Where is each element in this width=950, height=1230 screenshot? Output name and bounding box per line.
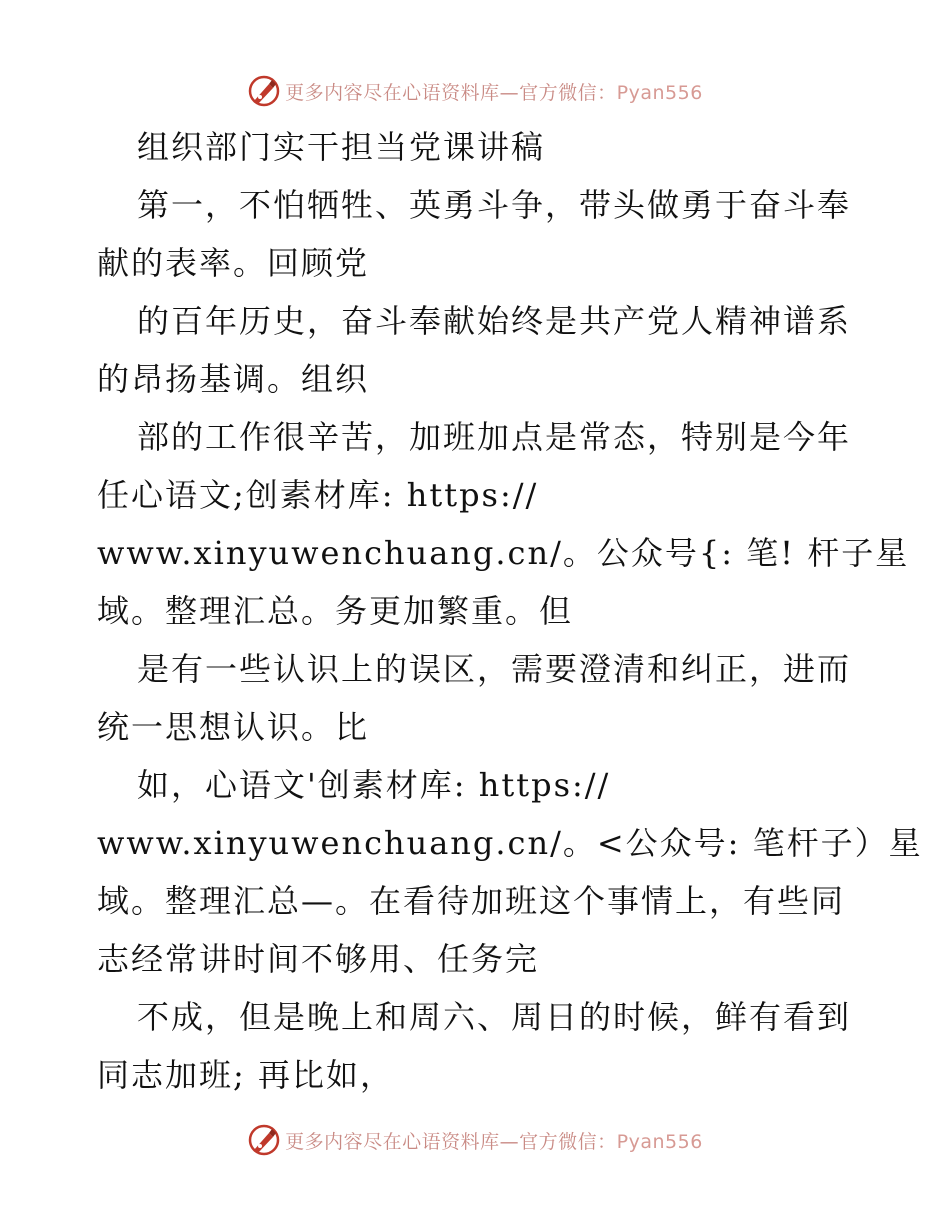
footer-banner-text [285, 1127, 703, 1154]
text-line: 的百年历史，奋斗奉献始终是共产党人精神谱系 [137, 302, 852, 340]
text-line: 同志加班; 再比如， [97, 1056, 394, 1094]
footer-banner-label: 更多内容尽在心语资料库—官方微信： [285, 1130, 617, 1153]
footer-banner [0, 1120, 950, 1160]
document-title: 组织部门实干担当党课讲稿 [137, 128, 546, 166]
text-line: www.xinyuwenchuang.cn/。公众号{: 笔! 杆子星 [97, 534, 910, 572]
text-line: 统一思想认识。比 [97, 708, 370, 746]
text-line: 如，心语文'创素材库: https:// [137, 766, 611, 804]
pen-logo-icon [247, 74, 281, 108]
text-line: 第一，不怕牺牲、英勇斗争，带头做勇于奋斗奉 [137, 186, 852, 224]
text-line: 献的表率。回顾党 [97, 244, 370, 282]
text-line: 的昂扬基调。组织 [97, 360, 370, 398]
text-line: 任心语文;创素材库: https:// [97, 476, 539, 514]
text-line: 不成，但是晚上和周六、周日的时候，鲜有看到 [137, 998, 852, 1036]
footer-banner-contact: Pyan556 [616, 1130, 703, 1153]
text-line: 部的工作很辛苦，加班加点是常态，特别是今年 [137, 418, 852, 456]
text-line: 域。整理汇总。务更加繁重。但 [97, 592, 574, 630]
pen-logo-icon [247, 1123, 281, 1157]
text-line: www.xinyuwenchuang.cn/。<公众号: 笔杆子）星 [97, 824, 923, 862]
header-banner-label: 更多内容尽在心语资料库—官方微信： [285, 81, 617, 104]
header-banner-text [285, 78, 703, 105]
document-body [97, 118, 923, 1104]
text-line: 是有一些认识上的误区，需要澄清和纠正，进而 [137, 650, 852, 688]
text-line: 志经常讲时间不够用、任务完 [97, 940, 540, 978]
header-banner-contact: Pyan556 [616, 81, 703, 104]
text-line: 域。整理汇总—。在看待加班这个事情上，有些同 [97, 882, 846, 920]
header-banner [0, 71, 950, 111]
